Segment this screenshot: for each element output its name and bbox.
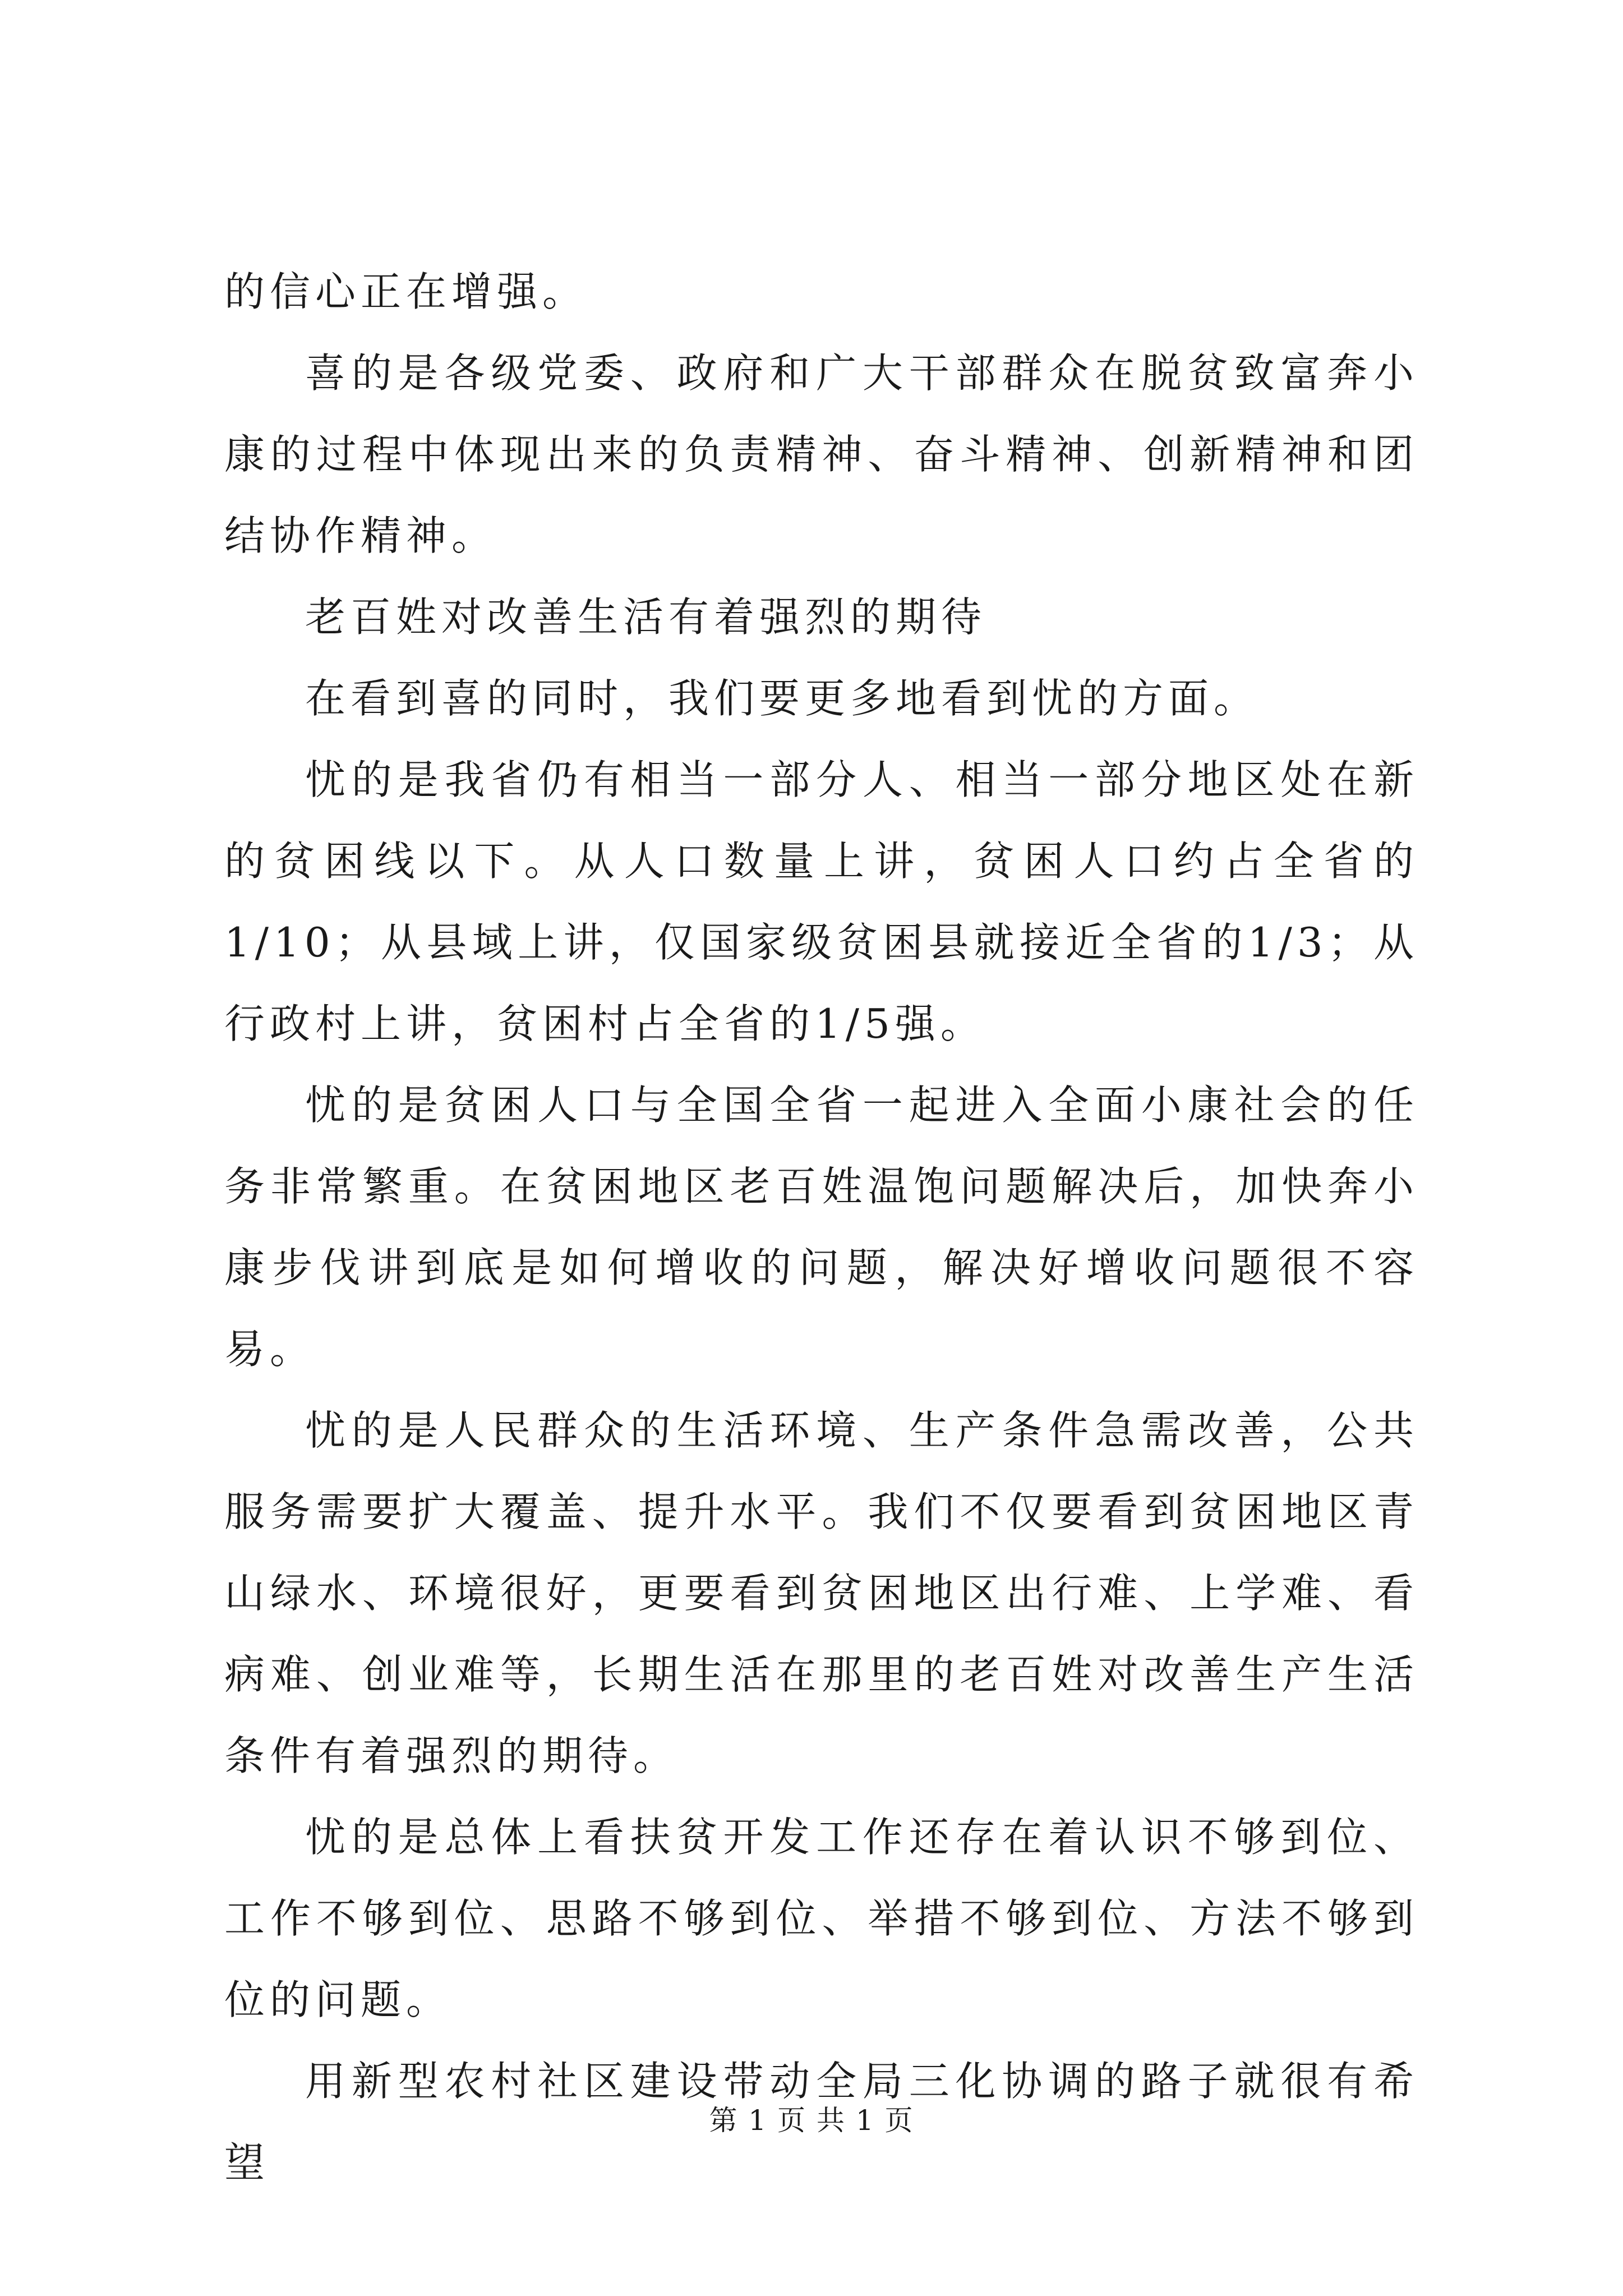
- paragraph-7: 忧的是总体上看扶贫开发工作还存在着认识不够到位、工作不够到位、思路不够到位、举措不够到位、方法不够到位的问题。: [224, 1814, 1419, 2023]
- paragraph-8: 用新型农村社区建设带动全局三化协调的路子就很有希望: [224, 2058, 1419, 2186]
- section-heading: 老百姓对改善生活有着强烈的期待: [305, 593, 987, 641]
- page-number-footer: 第 1 页 共 1 页: [709, 2104, 914, 2137]
- paragraph-3: 在看到喜的同时，我们要更多地看到忧的方面。: [305, 675, 1260, 722]
- paragraph-2: 喜的是各级党委、政府和广大干部群众在脱贫致富奔小康的过程中体现出来的负责精神、奋斗精神、创新精神和团结协作精神。: [224, 349, 1419, 559]
- paragraph-5: 忧的是贫困人口与全国全省一起进入全面小康社会的任务非常繁重。在贫困地区老百姓温饱问题解决后，加快奔小康步伐讲到底是如何增收的问题，解决好增收问题很不容易。: [224, 1082, 1419, 1373]
- document-body: [224, 251, 1419, 2203]
- paragraph-1: 的信心正在增强。: [224, 268, 588, 315]
- paragraph-6: 忧的是人民群众的生活环境、生产条件急需改善，公共服务需要扩大覆盖、提升水平。我们不仅要看到贫困地区青山绿水、环境很好，更要看到贫困地区出行难、上学难、看病难、创业难等，长期生活在那里的老百姓对改善生产生活条件有着强烈的期待。: [224, 1407, 1419, 1779]
- paragraph-4: 忧的是我省仍有相当一部分人、相当一部分地区处在新的贫困线以下。从人口数量上讲，贫困人口约占全省的1/10；从县域上讲，仅国家级贫困县就接近全省的1/3；从行政村上讲，贫困村占全省的1/5强。: [224, 756, 1419, 1047]
